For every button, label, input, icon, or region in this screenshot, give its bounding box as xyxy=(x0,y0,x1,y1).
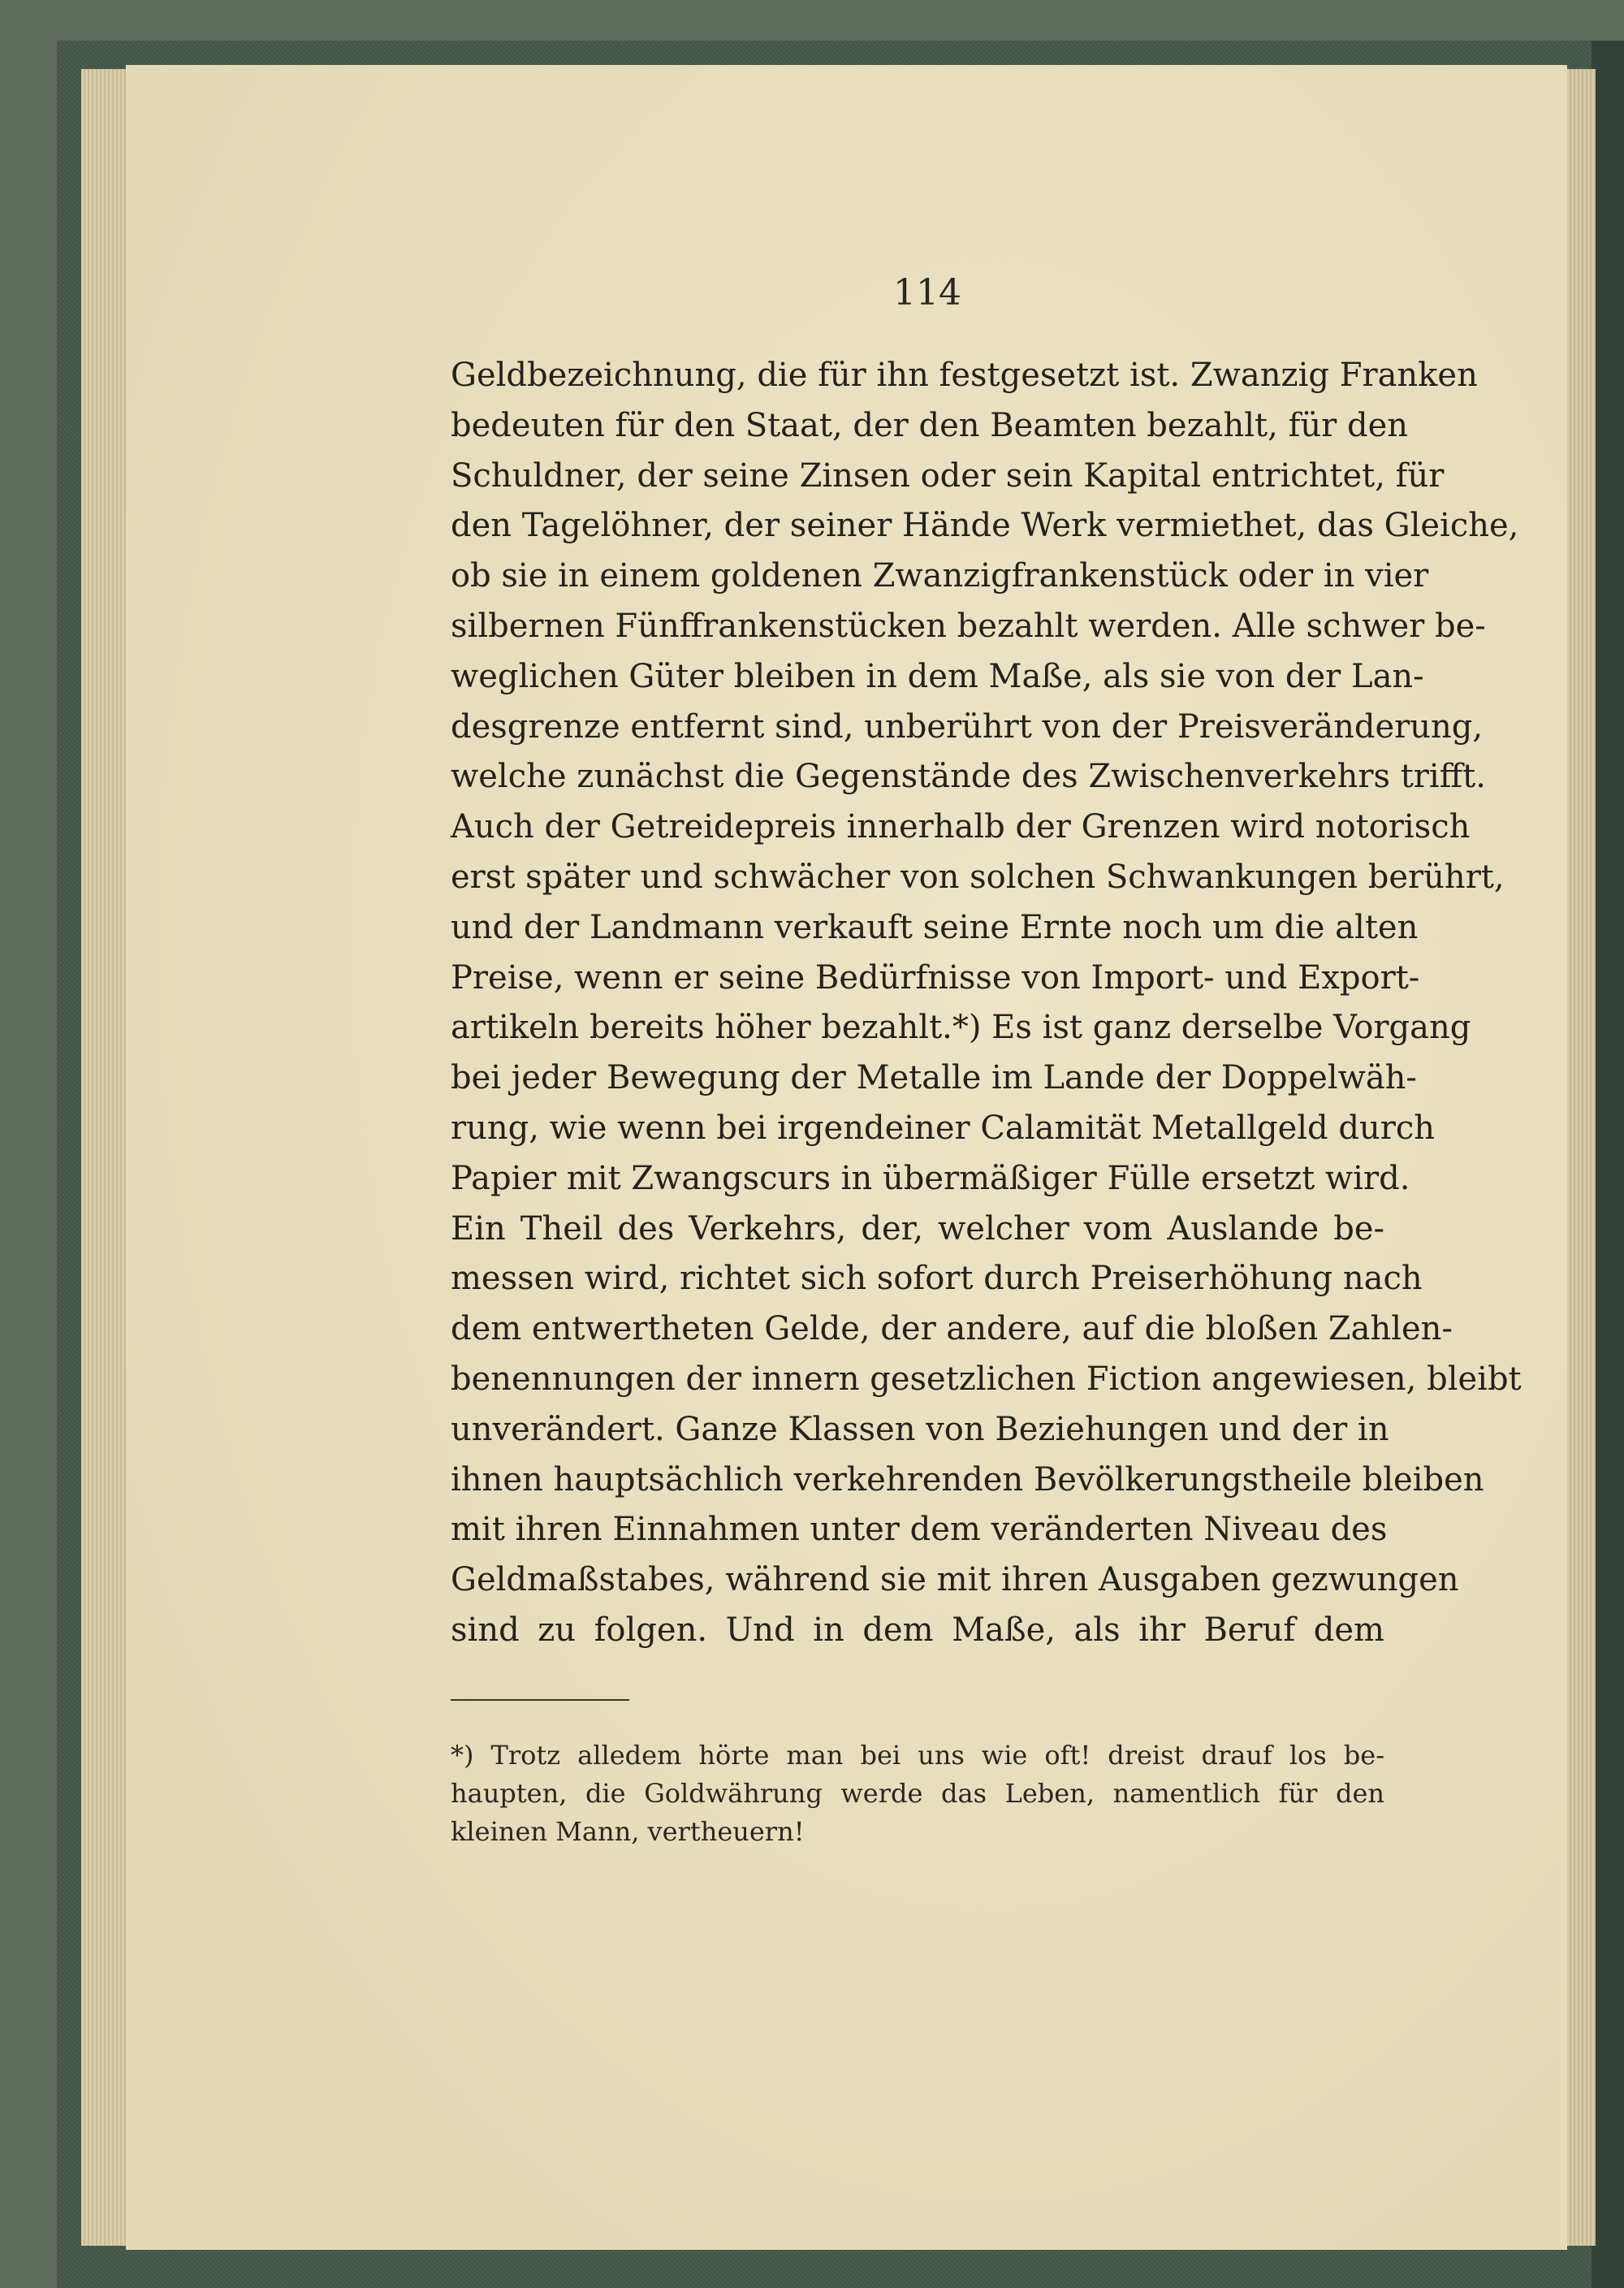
text-line: unverändert. Ganze Klassen von Beziehungen und der in xyxy=(451,1410,1389,1448)
text-line: Schuldner, der seine Zinsen oder sein Kapital entrichtet, für xyxy=(451,456,1445,495)
page-stack-edges xyxy=(81,69,130,2246)
text-line: dem entwertheten Gelde, der andere, auf die bloßen Zahlen- xyxy=(451,1310,1453,1348)
footnote-rule xyxy=(451,1699,629,1701)
footnote xyxy=(451,1737,1384,1851)
text-line: rung, wie wenn bei irgendeiner Calamität Metallgeld durch xyxy=(451,1109,1436,1147)
text-line: welche zunächst die Gegenstände des Zwischenverkehrs trifft. xyxy=(451,758,1486,796)
text-line: Papier mit Zwangscurs in übermäßiger Fülle ersetzt wird. xyxy=(451,1159,1410,1197)
text-line: Geldmaßstabes, während sie mit ihren Ausgaben gezwungen xyxy=(451,1561,1459,1599)
text-line: Preise, wenn er seine Bedürfnisse von Import- und Export- xyxy=(451,958,1420,997)
text-line: ob sie in einem goldenen Zwanzigfrankenstück oder in vier xyxy=(451,557,1429,595)
text-line: den Tagelöhner, der seiner Hände Werk vermiethet, das Gleiche, xyxy=(451,507,1519,545)
footnote-line: kleinen Mann, vertheuern! xyxy=(451,1816,805,1847)
book-spine xyxy=(1592,41,1624,2288)
text-line: erst später und schwächer von solchen Schwankungen berührt, xyxy=(451,858,1505,896)
text-line: bei jeder Bewegung der Metalle im Lande der Doppelwäh- xyxy=(451,1059,1417,1097)
text-line: ihnen hauptsächlich verkehrenden Bevölkerungstheile bleiben xyxy=(451,1460,1484,1499)
text-line: messen wird, richtet sich sofort durch Preiserhöhung nach xyxy=(451,1260,1423,1298)
footnote-line: *) Trotz alledem hörte man bei uns wie oft! dreist drauf los be- xyxy=(451,1740,1384,1771)
text-line: silbernen Fünffrankenstücken bezahlt werden. Alle schwer be- xyxy=(451,607,1486,645)
text-line: benennungen der innern gesetzlichen Fiction angewiesen, bleibt xyxy=(451,1360,1522,1398)
text-line: Auch der Getreidepreis innerhalb der Grenzen wird notorisch xyxy=(451,808,1471,846)
text-line: und der Landmann verkauft seine Ernte noch um die alten xyxy=(451,908,1419,946)
body-text xyxy=(451,351,1522,1656)
text-line: weglichen Güter bleiben in dem Maße, als sie von der Lan- xyxy=(451,657,1424,695)
text-line: bedeuten für den Staat, der den Beamten bezahlt, für den xyxy=(451,406,1409,444)
text-line: mit ihren Einnahmen unter dem veränderten Niveau des xyxy=(451,1511,1388,1549)
page-number: 114 xyxy=(893,272,961,314)
facing-page-edge xyxy=(1567,69,1596,2246)
footnote-line: haupten, die Goldwährung werde das Leben, namentlich für den xyxy=(451,1778,1384,1809)
text-line: artikeln bereits höher bezahlt.*) Es ist ganz derselbe Vorgang xyxy=(451,1009,1471,1047)
text-line: sind zu folgen. Und in dem Maße, als ihr Beruf dem xyxy=(451,1611,1384,1649)
text-line: Ein Theil des Verkehrs, der, welcher vom Auslande be- xyxy=(451,1209,1384,1248)
text-line: desgrenze entfernt sind, unberührt von der Preisveränderung, xyxy=(451,707,1484,746)
text-line: Geldbezeichnung, die für ihn festgesetzt ist. Zwanzig Franken xyxy=(451,357,1478,394)
